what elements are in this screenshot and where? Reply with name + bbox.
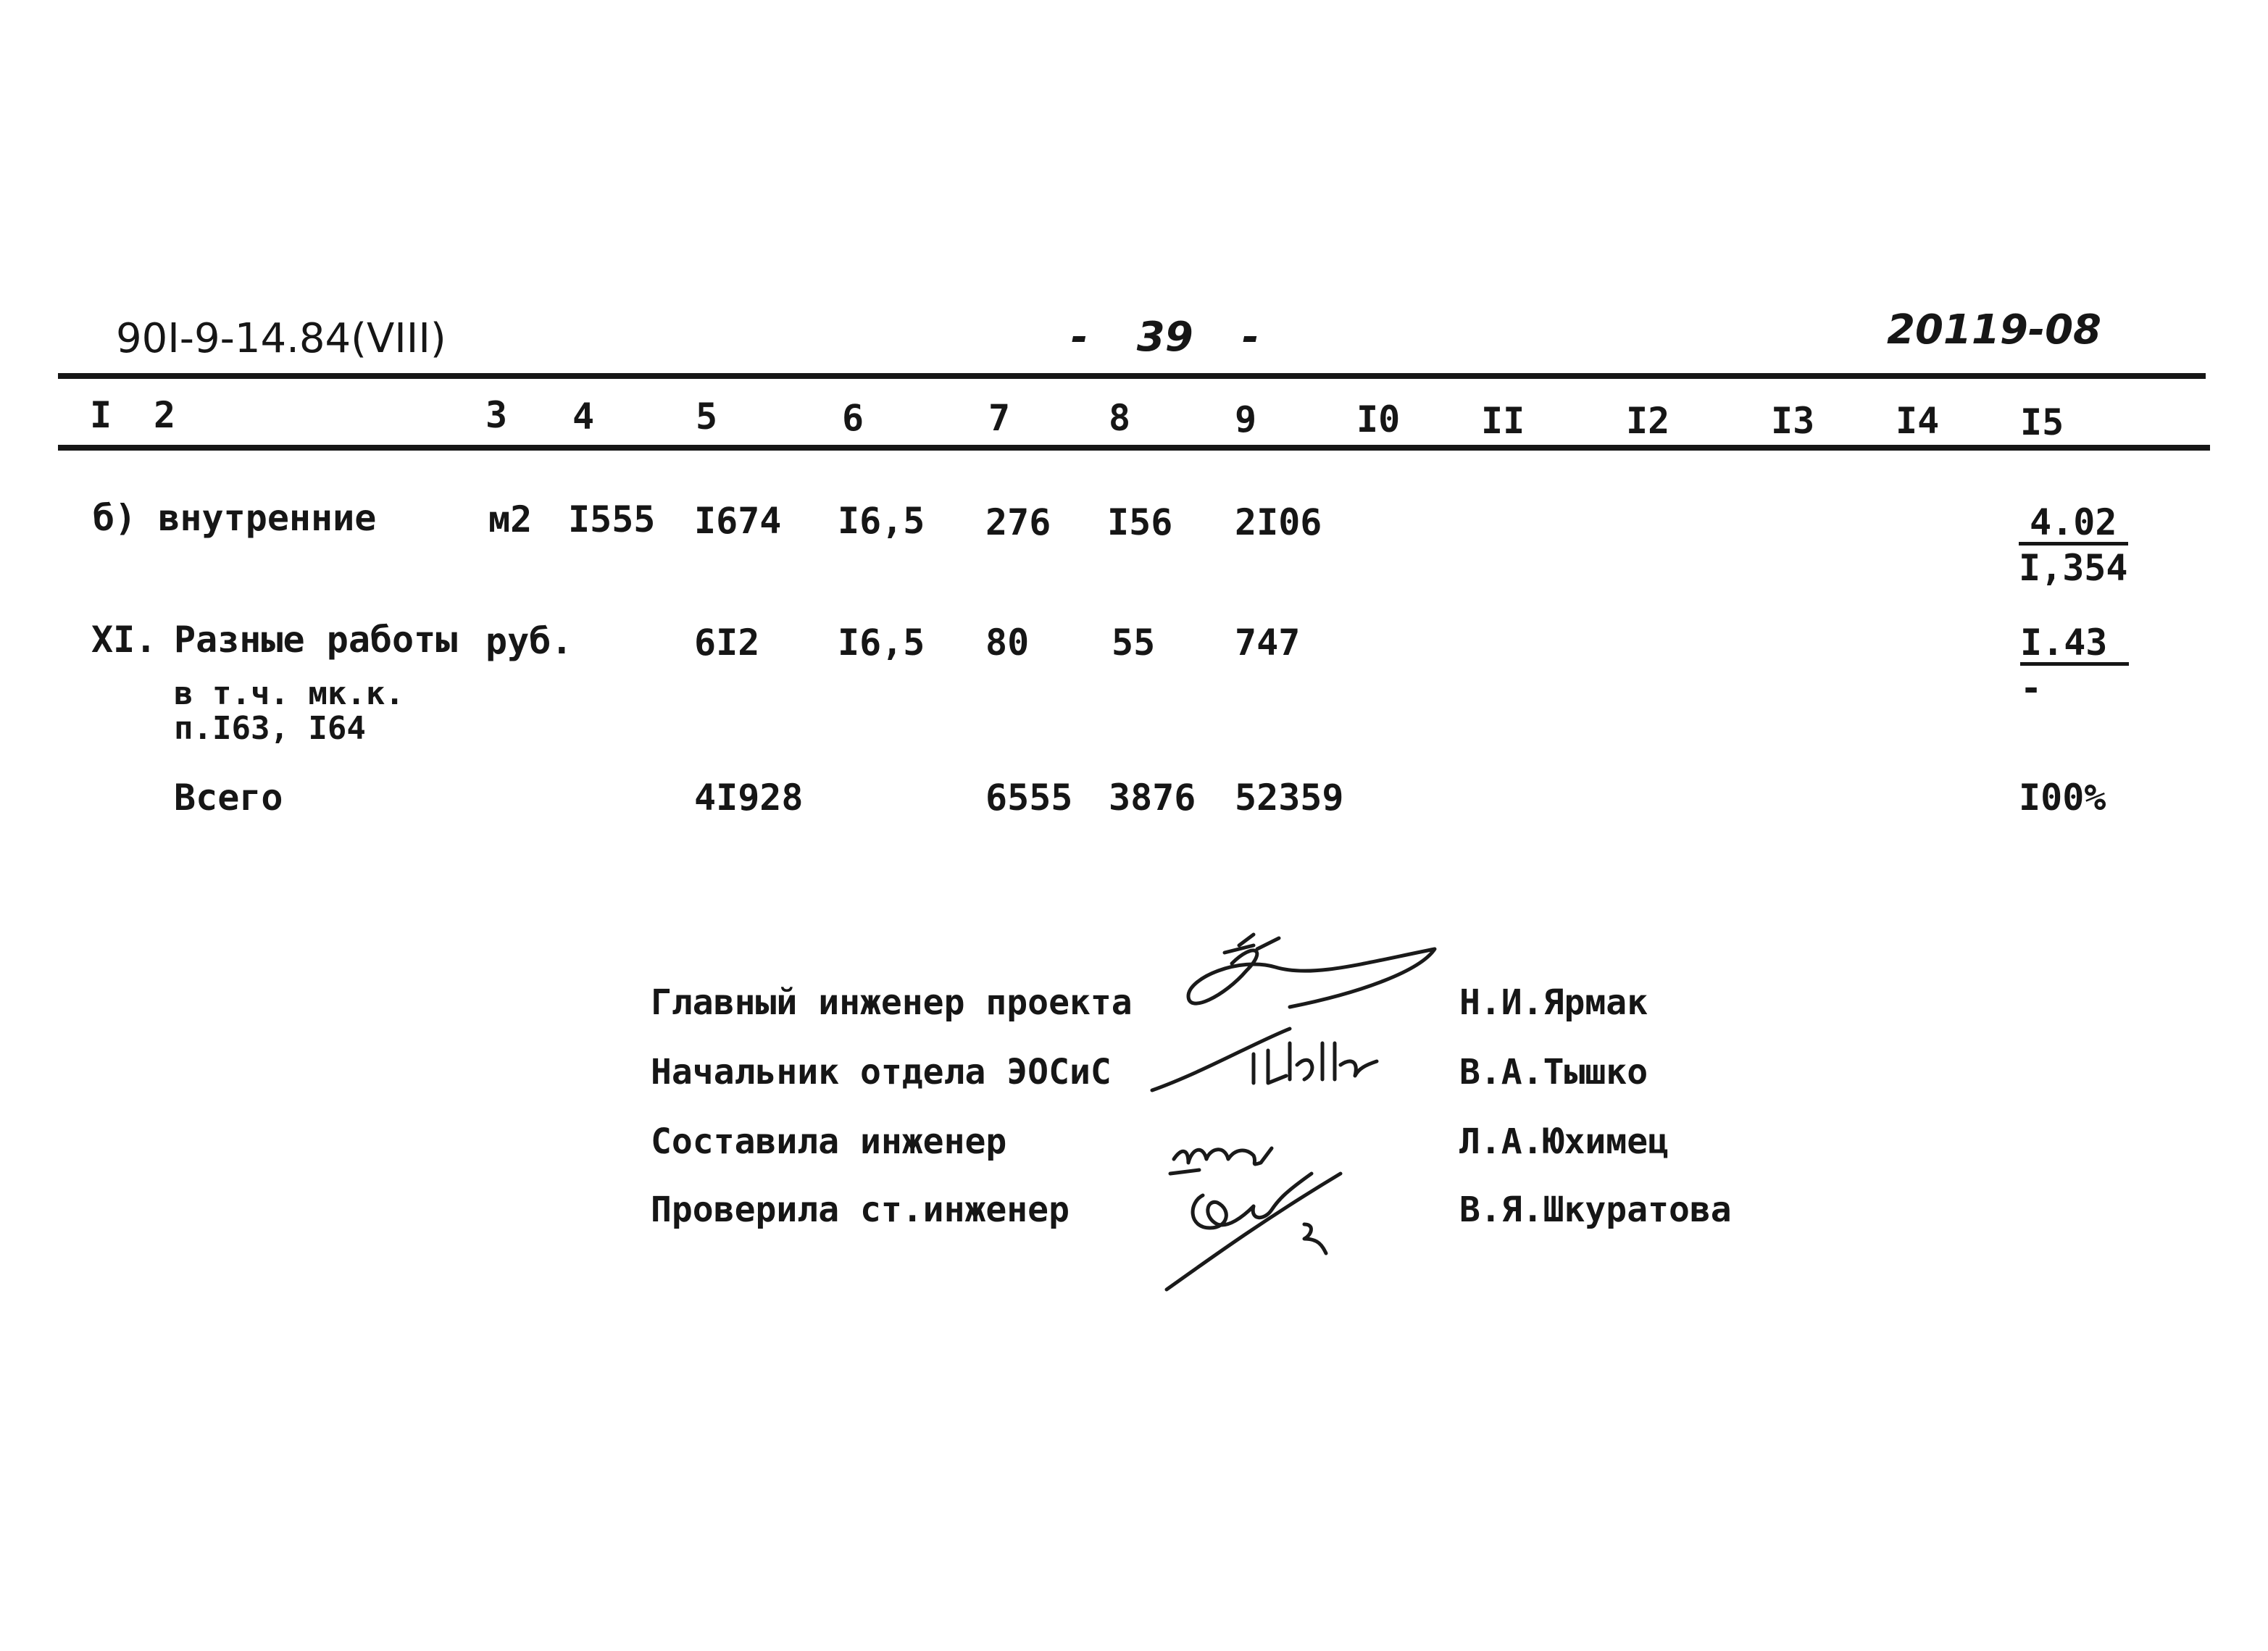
row-unit: м2 bbox=[488, 498, 533, 540]
row-value: 80 bbox=[985, 622, 1030, 664]
total-value: 4I928 bbox=[694, 777, 804, 819]
column-header: 2 bbox=[154, 394, 176, 436]
column-header: I bbox=[90, 394, 112, 436]
signature-scribble-department-head bbox=[1145, 1014, 1420, 1101]
column-header: 4 bbox=[572, 396, 595, 438]
ratio-denominator: I,354 bbox=[2019, 547, 2128, 589]
signature-role: Начальник отдела ЭОСиС bbox=[651, 1052, 1112, 1092]
column-header: 6 bbox=[842, 397, 864, 439]
row-value: I6,5 bbox=[838, 500, 925, 542]
column-header: I4 bbox=[1896, 400, 1940, 442]
column-header: 8 bbox=[1109, 397, 1131, 439]
column-header: I0 bbox=[1356, 398, 1401, 440]
signature-role: Составила инженер bbox=[651, 1121, 1007, 1162]
ratio-denominator: - bbox=[2020, 667, 2043, 709]
row-ratio bbox=[2020, 622, 2129, 709]
doc-code: 90I-9-14.84(VIII) bbox=[116, 315, 446, 362]
table-top-rule bbox=[58, 373, 2206, 379]
row-value: I6,5 bbox=[838, 622, 925, 664]
row-value: 747 bbox=[1235, 622, 1301, 664]
signature-name: В.А.Тышко bbox=[1459, 1052, 1648, 1092]
signature-role: Проверила ст.инженер bbox=[651, 1190, 1070, 1230]
inventory-code: 20119-08 bbox=[1887, 306, 2101, 354]
ratio-numerator: 4.02 bbox=[2019, 504, 2128, 546]
row-value: 276 bbox=[985, 501, 1051, 543]
row-value: I56 bbox=[1107, 501, 1173, 543]
row-description-line2: в т.ч. мк.к. bbox=[174, 675, 404, 712]
column-header: 7 bbox=[988, 397, 1011, 439]
ratio-numerator: I.43 bbox=[2020, 624, 2129, 666]
column-header: I5 bbox=[2020, 401, 2064, 443]
row-value: I555 bbox=[568, 498, 656, 540]
total-value: 3876 bbox=[1109, 777, 1196, 819]
total-percent: I00% bbox=[2019, 777, 2106, 819]
signature-scribble-senior-engineer bbox=[1159, 1166, 1362, 1297]
column-header: 5 bbox=[696, 396, 718, 438]
signature-role: Главный инженер проекта bbox=[651, 982, 1133, 1023]
signature-name: В.Я.Шкуратова bbox=[1459, 1190, 1732, 1230]
signature-name: Л.А.Юхимец bbox=[1459, 1121, 1669, 1162]
column-header: II bbox=[1481, 400, 1525, 442]
column-header: 9 bbox=[1235, 398, 1257, 440]
row-value: 55 bbox=[1112, 622, 1156, 664]
header-bottom-rule bbox=[58, 445, 2210, 451]
column-header: I2 bbox=[1626, 400, 1670, 442]
row-ratio bbox=[2019, 501, 2128, 589]
row-section-number: XI. bbox=[91, 619, 157, 661]
column-header: 3 bbox=[485, 394, 508, 436]
page-number: - 39 - bbox=[1071, 314, 1259, 361]
row-value: I674 bbox=[694, 500, 782, 542]
total-label: Всего bbox=[174, 777, 283, 819]
row-description: б) внутренние bbox=[93, 497, 377, 539]
row-unit: руб. bbox=[485, 620, 573, 662]
row-value: 2I06 bbox=[1235, 501, 1322, 543]
total-value: 6555 bbox=[985, 777, 1073, 819]
row-value: 6I2 bbox=[694, 622, 760, 664]
row-description-line3: п.I63, I64 bbox=[174, 710, 366, 747]
row-description: Разные работы bbox=[174, 619, 458, 661]
signature-scribble-chief-engineer bbox=[1145, 927, 1449, 1029]
total-value: 52359 bbox=[1235, 777, 1344, 819]
column-header: I3 bbox=[1771, 400, 1815, 442]
signature-name: Н.И.Ярмак bbox=[1459, 982, 1648, 1023]
